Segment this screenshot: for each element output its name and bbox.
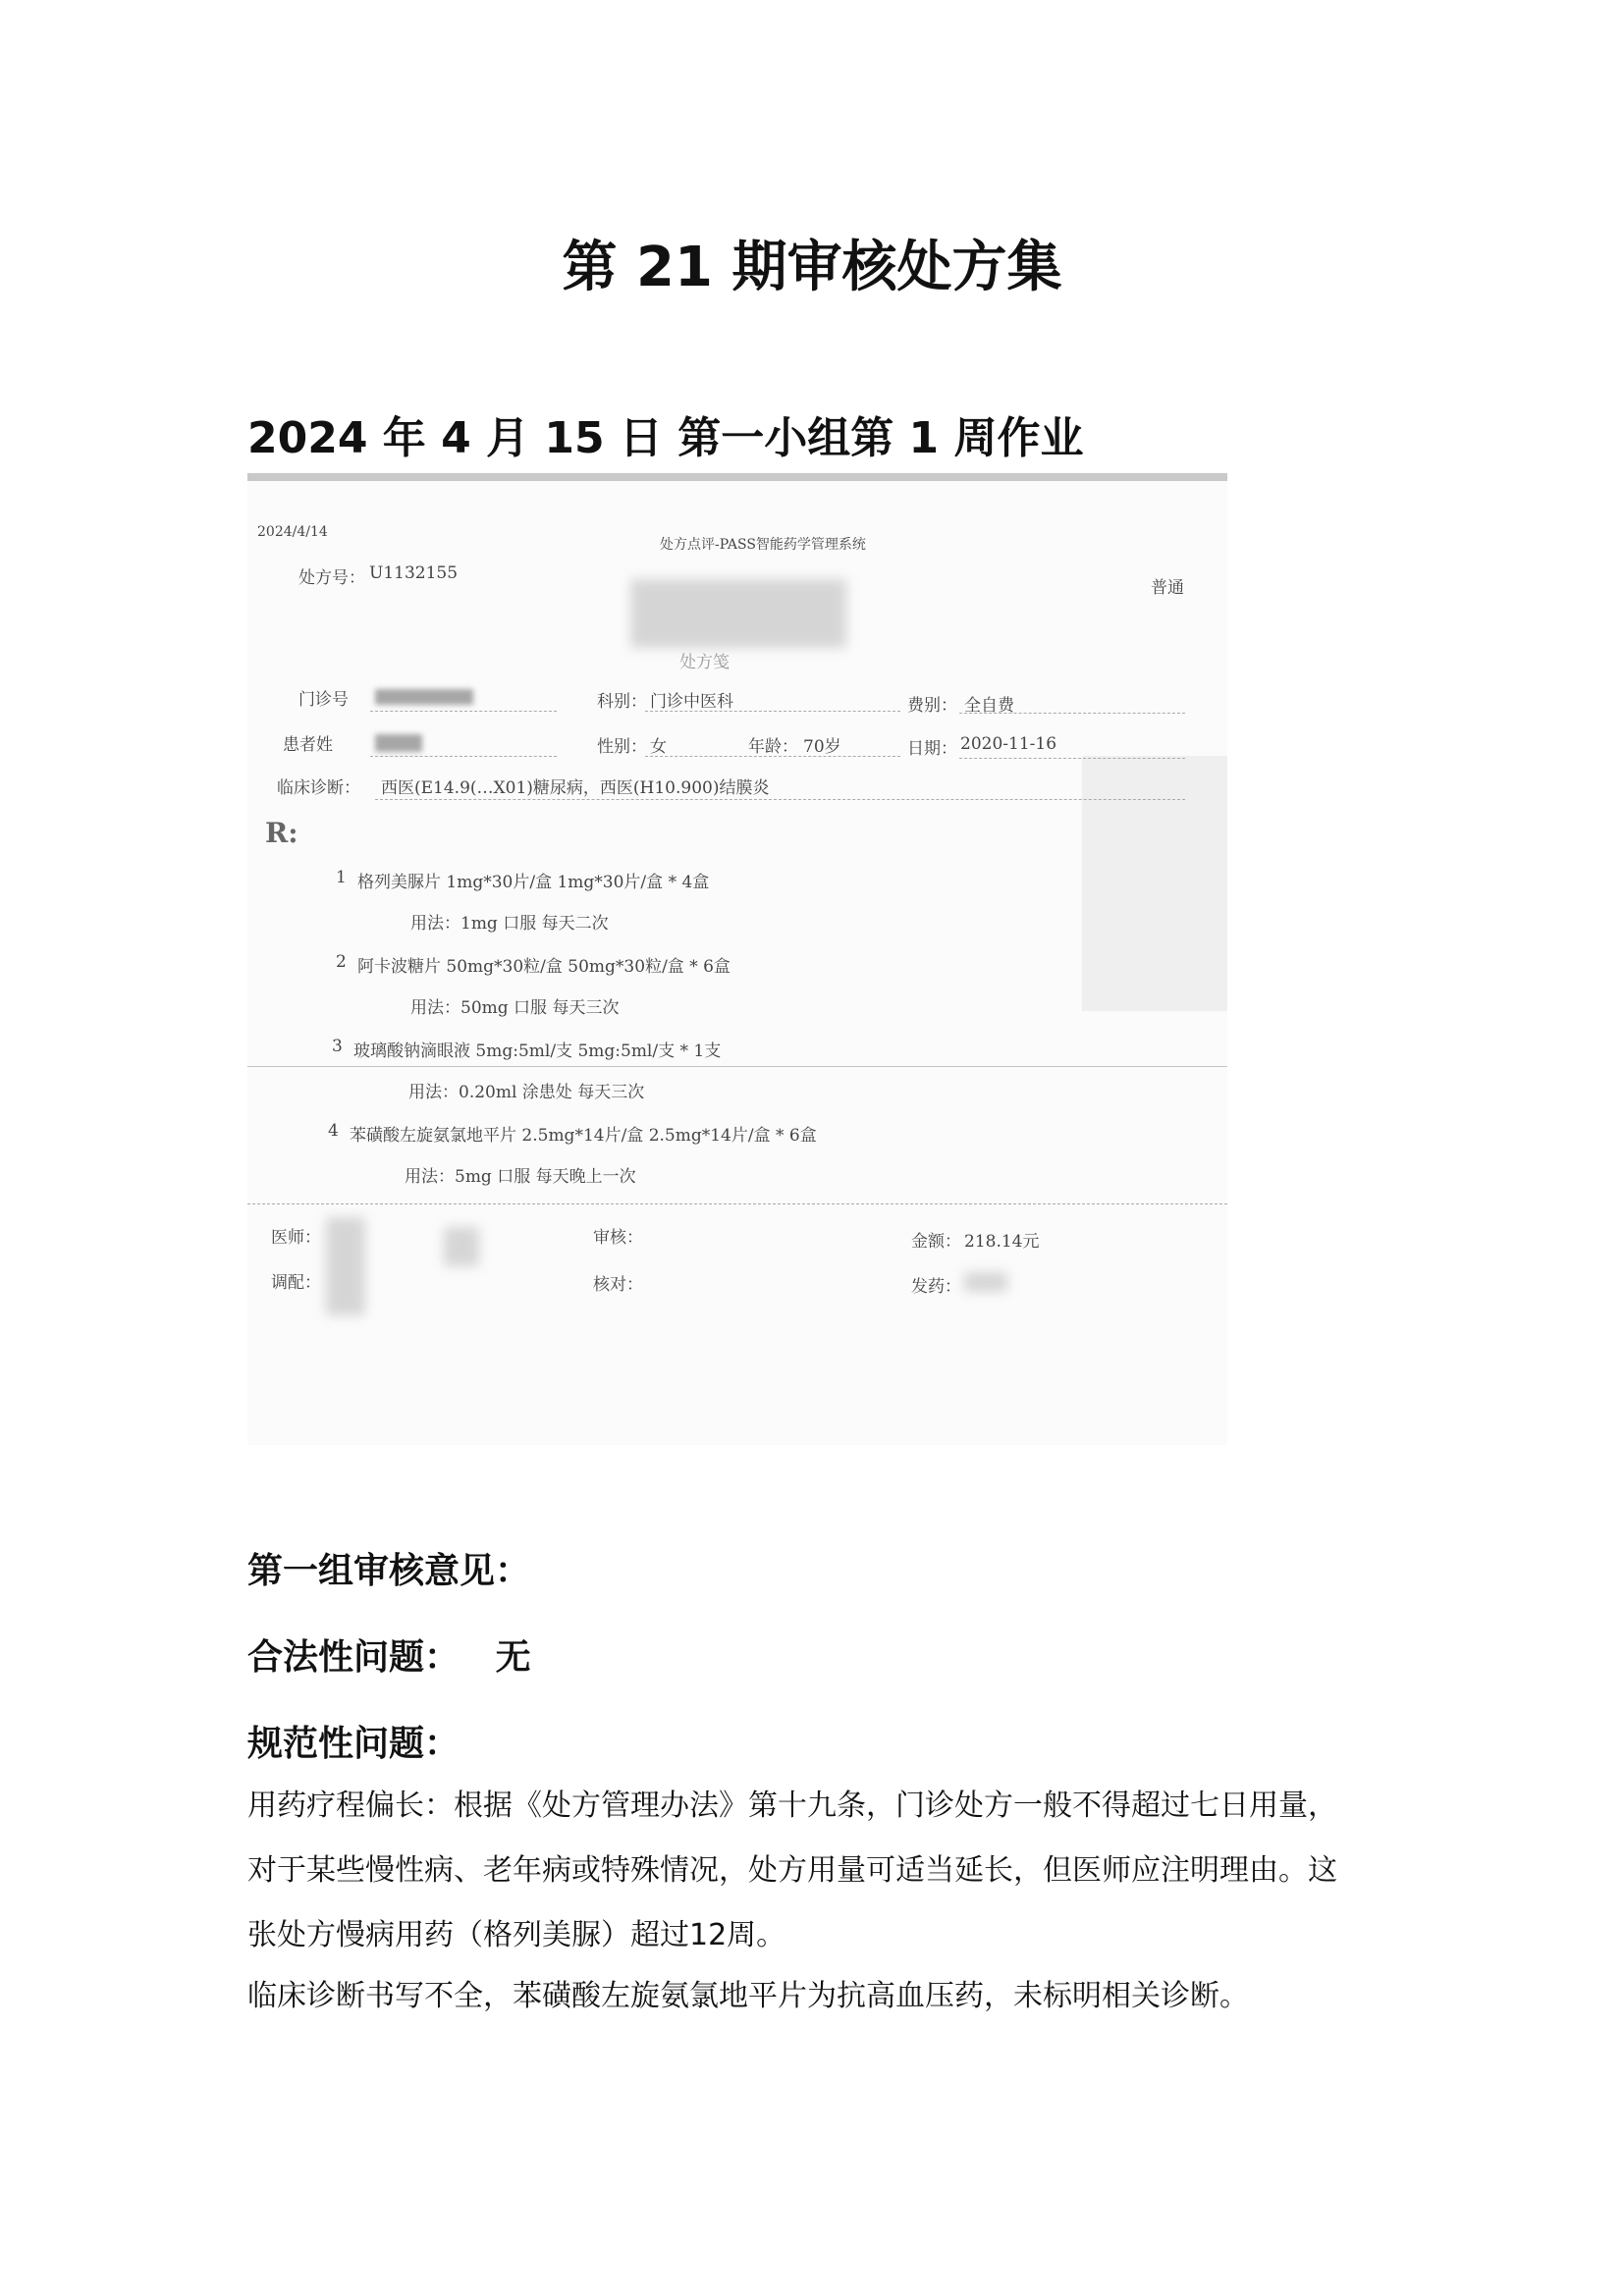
department: 门诊中医科 xyxy=(650,692,733,712)
print-date: 2024/4/14 xyxy=(257,524,328,540)
drug-1-usage: 用法：1mg 口服 每天二次 xyxy=(410,914,609,934)
drug-1-number: 1 xyxy=(336,868,347,887)
fee-type-label: 费别： xyxy=(907,696,957,716)
fee-type: 全自费 xyxy=(964,696,1014,716)
redacted-doctor xyxy=(326,1217,365,1315)
age: 70岁 xyxy=(803,737,841,757)
standard-heading: 规范性问题： xyxy=(247,1724,460,1764)
redacted-hospital-name xyxy=(630,579,846,648)
patient-name-label: 患者姓 xyxy=(283,735,333,755)
redacted-clinic-no xyxy=(375,689,473,705)
check-label: 核对： xyxy=(593,1275,643,1295)
age-label: 年龄： xyxy=(748,737,798,757)
department-label: 科别： xyxy=(597,692,647,712)
doctor-label: 医师： xyxy=(271,1228,321,1248)
drug-4-usage: 用法：5mg 口服 每天晚上一次 xyxy=(405,1167,636,1187)
opinion-line-3: 张处方慢病用药（格列美脲）超过12周。 xyxy=(247,1918,786,1952)
issue-label: 发药： xyxy=(911,1277,961,1297)
gender: 女 xyxy=(650,737,667,757)
section-heading: 2024 年 4 月 15 日 第一小组第 1 周作业 xyxy=(247,413,1084,463)
system-title: 处方点评-PASS智能药学管理系统 xyxy=(660,537,866,553)
redacted-patient-name xyxy=(375,734,422,752)
legality-heading xyxy=(247,1629,531,1680)
drug-2-number: 2 xyxy=(336,952,347,972)
rx-type: 普通 xyxy=(1151,578,1184,598)
clinic-no-label: 门诊号 xyxy=(298,690,349,710)
form-title: 处方笺 xyxy=(679,653,730,672)
gender-label: 性别： xyxy=(597,737,647,757)
prescription-scan xyxy=(247,473,1227,1445)
redacted-pharmacist xyxy=(964,1272,1007,1292)
drug-2-name: 阿卡波糖片 50mg*30粒/盒 50mg*30粒/盒 * 6盒 xyxy=(357,957,731,977)
redacted-signature xyxy=(444,1227,479,1266)
rx-number-label: 处方号： xyxy=(298,568,365,588)
amount-label: 金额： xyxy=(911,1232,961,1252)
amount: 218.14元 xyxy=(964,1232,1040,1252)
diagnosis: 西医(E14.9(…X01)糖尿病，西医(H10.900)结膜炎 xyxy=(381,778,770,798)
drug-3-usage: 用法：0.20ml 涂患处 每天三次 xyxy=(408,1083,645,1102)
drug-4-number: 4 xyxy=(328,1121,339,1141)
diagnosis-label: 临床诊断： xyxy=(277,778,360,798)
drug-1-name: 格列美脲片 1mg*30片/盒 1mg*30片/盒 * 4盒 xyxy=(357,873,710,892)
review-label: 审核： xyxy=(593,1228,643,1248)
dispense-label: 调配： xyxy=(271,1273,321,1293)
opinion-line-4: 临床诊断书写不全，苯磺酸左旋氨氯地平片为抗高血压药，未标明相关诊断。 xyxy=(247,1979,1249,2013)
scan-shadow xyxy=(1082,756,1227,1011)
rx-number: U1132155 xyxy=(369,563,459,583)
date-label: 日期： xyxy=(907,739,957,759)
drug-4-name: 苯磺酸左旋氨氯地平片 2.5mg*14片/盒 2.5mg*14片/盒 * 6盒 xyxy=(350,1126,817,1146)
opinion-line-1: 用药疗程偏长：根据《处方管理办法》第十九条，门诊处方一般不得超过七日用量， xyxy=(247,1789,1337,1823)
prescription-date: 2020-11-16 xyxy=(960,734,1057,754)
rx-symbol: R: xyxy=(265,817,298,849)
drug-2-usage: 用法：50mg 口服 每天三次 xyxy=(410,998,620,1018)
drug-3-number: 3 xyxy=(332,1037,343,1056)
drug-3-name: 玻璃酸钠滴眼液 5mg:5ml/支 5mg:5ml/支 * 1支 xyxy=(353,1041,722,1061)
document-title: 第 21 期审核处方集 xyxy=(562,236,1062,299)
legality-value: 无 xyxy=(495,1637,531,1678)
opinion-line-2: 对于某些慢性病、老年病或特殊情况，处方用量可适当延长，但医师应注明理由。这 xyxy=(247,1853,1337,1888)
legality-label: 合法性问题： xyxy=(247,1637,460,1678)
opinion-heading: 第一组审核意见： xyxy=(247,1551,531,1591)
